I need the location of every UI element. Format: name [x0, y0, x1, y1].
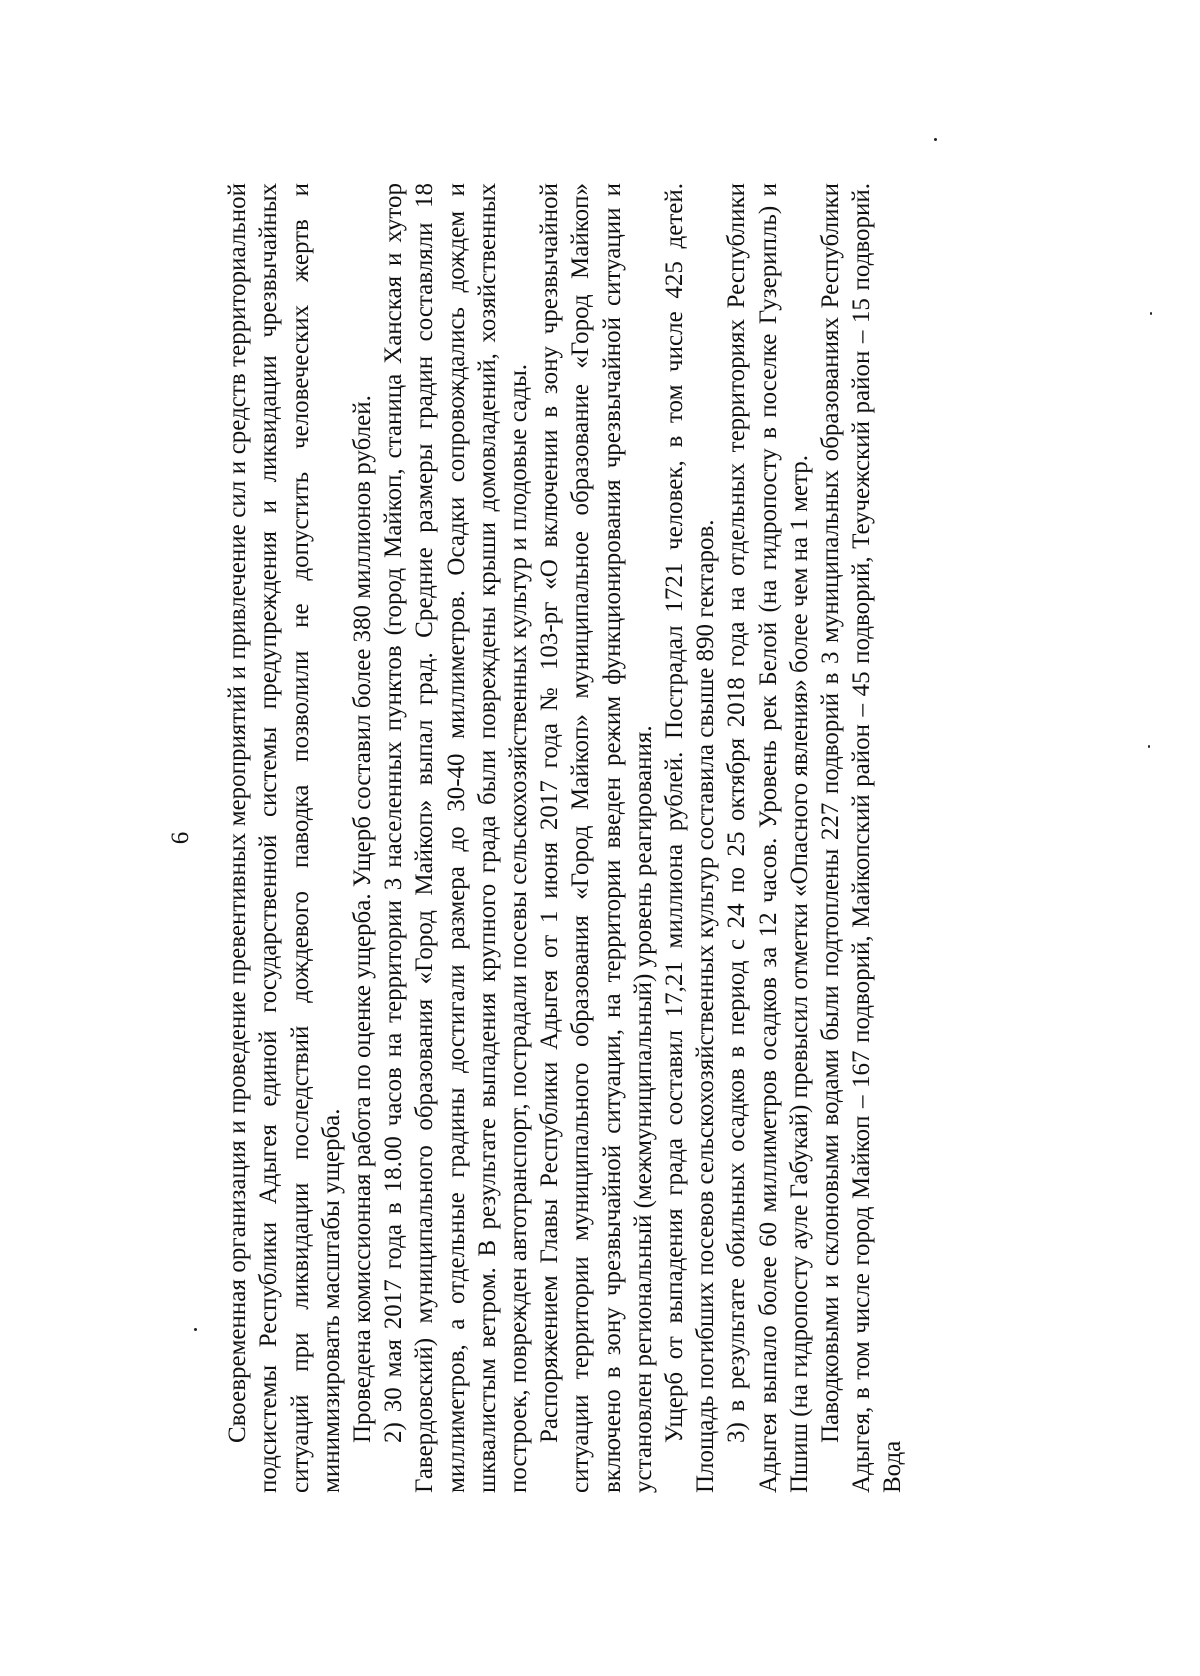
scan-speck	[934, 138, 937, 141]
paragraph-5: Ущерб от выпадения града составил 17,21 миллиона рублей. Пострадал 1721 человек, в том числе 425 детей. Площадь погибших посевов сельскохозяйственных культур составила свыше 890 гектаров.	[661, 183, 720, 1493]
paragraph-3: 2) 30 мая 2017 года в 18.00 часов на территории 3 населенных пунктов (город Майкоп, станица Ханская и хутор Гавердовский) муниципального образования «Город Майкоп» выпал град. Средние размеры градин составляли 18 миллиметров, а отдельные градины достигали размера до 30-40 миллиметров. Осадки сопровождались дождем и шквалистым ветром. В результате выпадения крупного града были повреждены крыши домовладений, хозяйственных построек, поврежден автотранспорт, пострадали посевы сельскохозяйственных культур и плодовые сады.	[380, 183, 533, 1493]
page-number: 6	[167, 831, 194, 845]
paragraph-2: Проведена комиссионная работа по оценке ущерба. Ущерб составил более 380 миллионов рублей.	[349, 395, 377, 1443]
paragraph-1: Своевременная организация и проведение превентивных мероприятий и привлечение сил и средств территориальной подсистемы Республики Адыгея единой государственной системы предупреждения и ликвидации чрезвычайных ситуаций при ликвидации последствий дождевого паводка позволили не допустить человеческих жертв и минимизировать масштабы ущерба.	[224, 183, 345, 1493]
paragraph-7: Паводковыми и склоновыми водами были подтоплены 227 подворий в 3 муниципальных образованиях Республики Адыгея, в том числе город Майкоп – 167 подворий, Майкопский район – 45 подворий, Теучежский район – 15 подворий. Вода	[817, 183, 907, 1493]
scan-speck	[1148, 745, 1150, 748]
paragraph-6: 3) в результате обильных осадков в период с 24 по 25 октября 2018 года на отдельных территориях Республики Адыгея выпало более 60 миллиметров осадков за 12 часов. Уровень рек Белой (на гидропосту в поселке Гузерипль) и Пшиш (на гидропосту ауле Габукай) превысил отметки «Опасного явления» более чем на 1 метр.	[723, 183, 813, 1493]
scan-speck	[194, 1328, 197, 1331]
rotated-text-block	[165, 183, 1075, 1493]
scan-speck	[1150, 312, 1152, 315]
paragraph-4: Распоряжением Главы Республики Адыгея от 1 июня 2017 года № 103-рг «О включении в зону чрезвычайной ситуации территории муниципального образования «Город Майкоп» муниципальное образование «Город Майкоп» включено в зону чрезвычайной ситуации, на территории введен режим функционирования чрезвычайной ситуации и установлен региональный (межмуниципальный) уровень реагирования.	[536, 183, 657, 1493]
